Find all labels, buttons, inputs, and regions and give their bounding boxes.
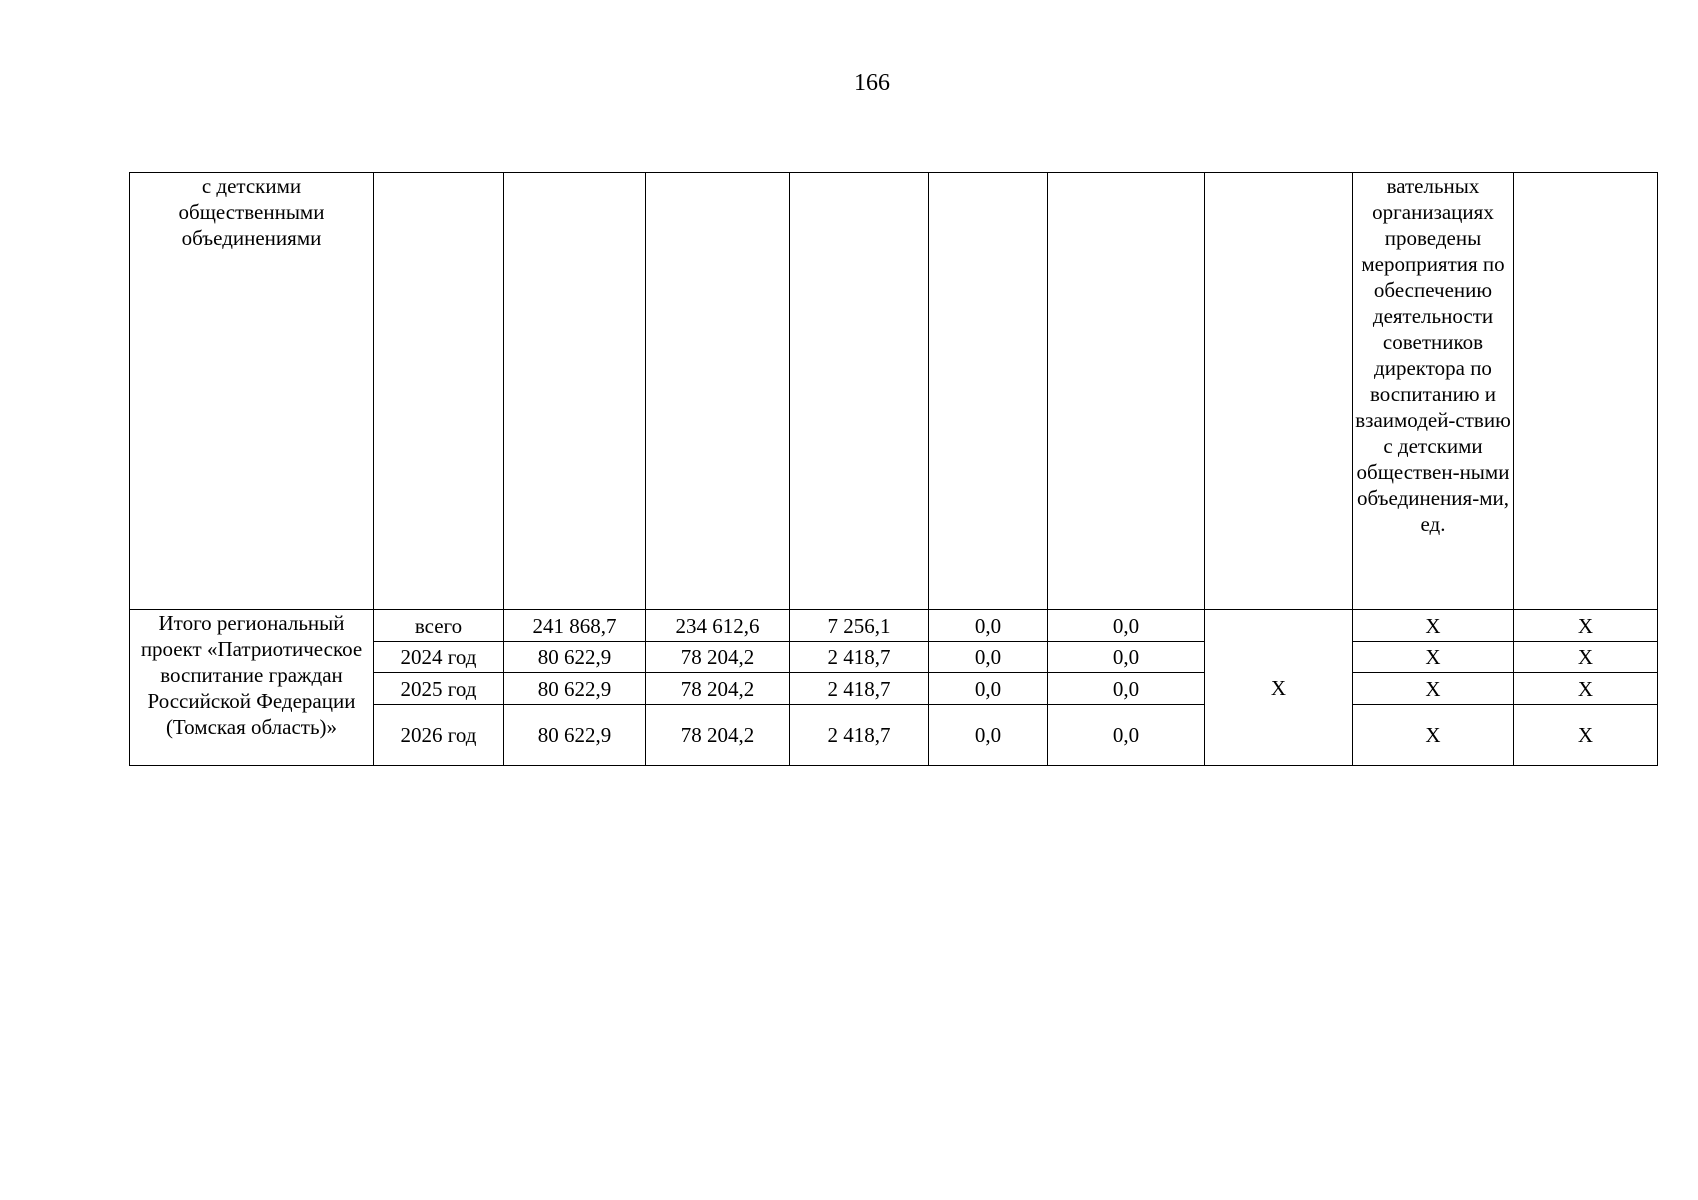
indicator-x-cell: Х [1353, 642, 1514, 673]
period-cell: 2025 год [374, 673, 504, 705]
period-cell: 2024 год [374, 642, 504, 673]
empty-cell [646, 173, 790, 610]
indicator-x-cell: Х [1353, 673, 1514, 705]
value-x-cell: Х [1514, 705, 1658, 766]
total-cell: 80 622,9 [504, 705, 646, 766]
value-x-cell: Х [1514, 673, 1658, 705]
municipal-cell: 0,0 [929, 705, 1048, 766]
federal-cell: 78 204,2 [646, 705, 790, 766]
extrabudget-cell: 0,0 [1048, 705, 1205, 766]
extrabudget-cell: 0,0 [1048, 673, 1205, 705]
value-x-cell: Х [1514, 642, 1658, 673]
empty-cell [374, 173, 504, 610]
total-cell: 80 622,9 [504, 642, 646, 673]
regional-cell: 7 256,1 [790, 610, 929, 642]
merged-x-cell: Х [1205, 610, 1353, 766]
activity-name-cell: с детскими общественными объединениями [130, 173, 374, 610]
regional-cell: 2 418,7 [790, 673, 929, 705]
period-cell: 2026 год [374, 705, 504, 766]
regional-cell: 2 418,7 [790, 705, 929, 766]
indicator-cell: вательных организациях проведены мероприятия по обеспечению деятельности советников директора по воспитанию и взаимодей-ствию с детскими обществен-ными объединения-ми, ед. [1353, 173, 1514, 610]
municipal-cell: 0,0 [929, 642, 1048, 673]
municipal-cell: 0,0 [929, 610, 1048, 642]
extrabudget-cell: 0,0 [1048, 642, 1205, 673]
empty-cell [929, 173, 1048, 610]
extrabudget-cell: 0,0 [1048, 610, 1205, 642]
municipal-cell: 0,0 [929, 673, 1048, 705]
empty-cell [1514, 173, 1658, 610]
indicator-x-cell: Х [1353, 610, 1514, 642]
empty-cell [1048, 173, 1205, 610]
period-cell: всего [374, 610, 504, 642]
empty-cell [790, 173, 929, 610]
budget-table [129, 172, 1658, 766]
table-row [130, 173, 1658, 610]
empty-cell [1205, 173, 1353, 610]
project-total-name: Итого региональный проект «Патриотическое воспитание граждан Российской Федерации (Томская область)» [130, 610, 374, 766]
federal-cell: 234 612,6 [646, 610, 790, 642]
page-number: 166 [854, 70, 890, 96]
total-cell: 80 622,9 [504, 673, 646, 705]
total-cell: 241 868,7 [504, 610, 646, 642]
empty-cell [504, 173, 646, 610]
indicator-x-cell: Х [1353, 705, 1514, 766]
table-row [130, 610, 1658, 642]
value-x-cell: Х [1514, 610, 1658, 642]
regional-cell: 2 418,7 [790, 642, 929, 673]
federal-cell: 78 204,2 [646, 673, 790, 705]
federal-cell: 78 204,2 [646, 642, 790, 673]
